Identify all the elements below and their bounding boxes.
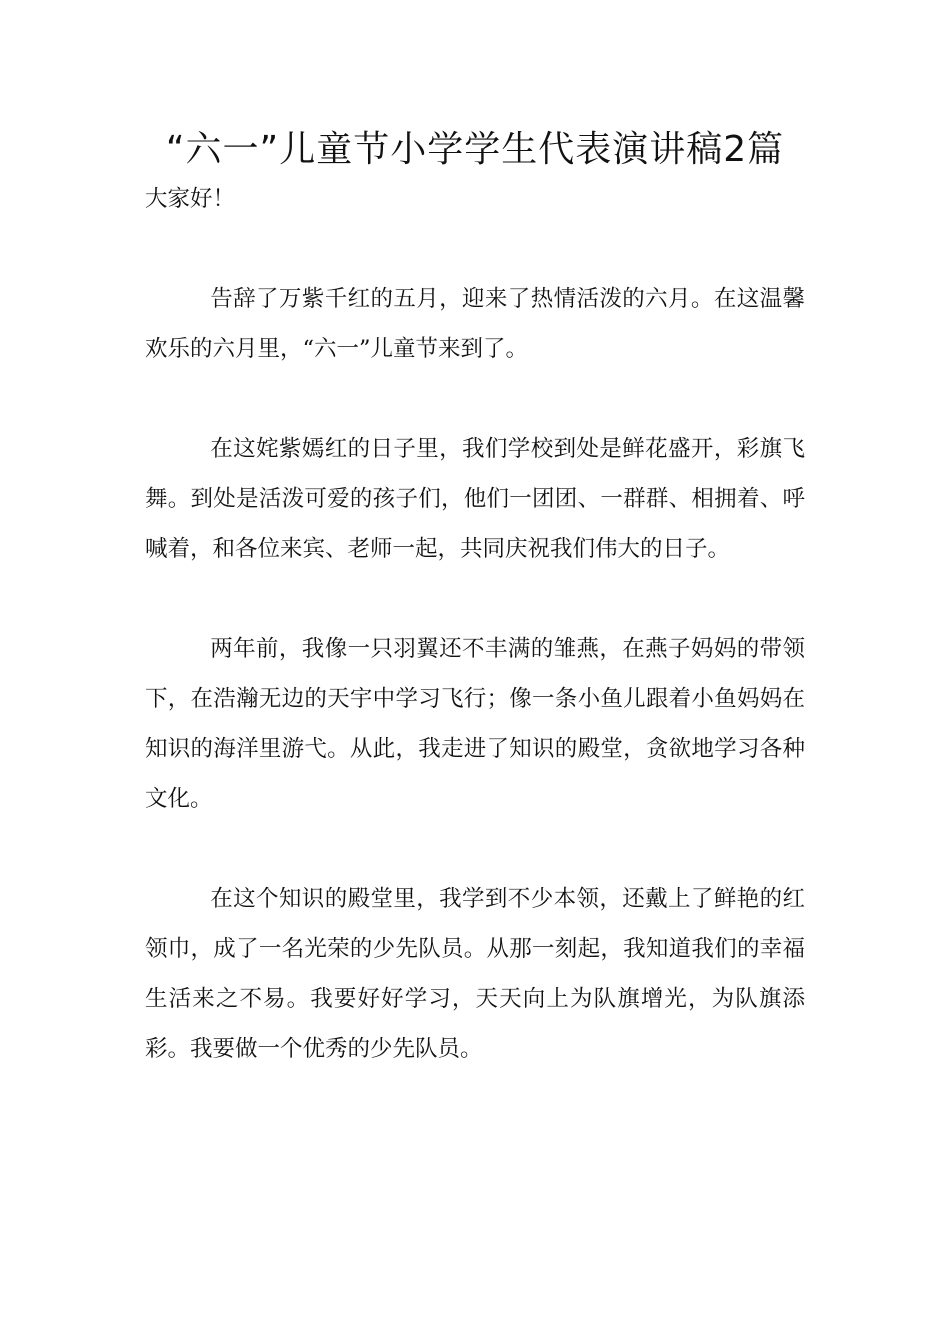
paragraph-gap xyxy=(145,374,805,424)
paragraph-2: 在这姹紫嫣红的日子里，我们学校到处是鲜花盛开，彩旗飞舞。到处是活泼可爱的孩子们，他们一团团、一群群、相拥着、呼喊着，和各位来宾、老师一起，共同庆祝我们伟大的日子。 xyxy=(145,436,805,562)
document-body xyxy=(145,128,805,1074)
paragraph-gap xyxy=(145,574,805,624)
greeting: 大家好！ xyxy=(145,186,236,212)
paragraph-gap xyxy=(145,224,805,274)
paragraph-gap xyxy=(145,824,805,874)
paragraph-3: 两年前，我像一只羽翼还不丰满的雏燕，在燕子妈妈的带领下，在浩瀚无边的天宇中学习飞行；像一条小鱼儿跟着小鱼妈妈在知识的海洋里游弋。从此，我走进了知识的殿堂，贪欲地学习各种文化。 xyxy=(145,636,805,812)
paragraph-1: 告辞了万紫千红的五月，迎来了热情活泼的六月。在这温馨欢乐的六月里，“六一”儿童节来到了。 xyxy=(145,286,805,362)
paragraph-4: 在这个知识的殿堂里，我学到不少本领，还戴上了鲜艳的红领巾，成了一名光荣的少先队员。从那一刻起，我知道我们的幸福生活来之不易。我要好好学习，天天向上为队旗增光，为队旗添彩。我要做一个优秀的少先队员。 xyxy=(145,886,805,1062)
document-title: “六一”儿童节小学学生代表演讲稿2篇 xyxy=(165,129,785,170)
